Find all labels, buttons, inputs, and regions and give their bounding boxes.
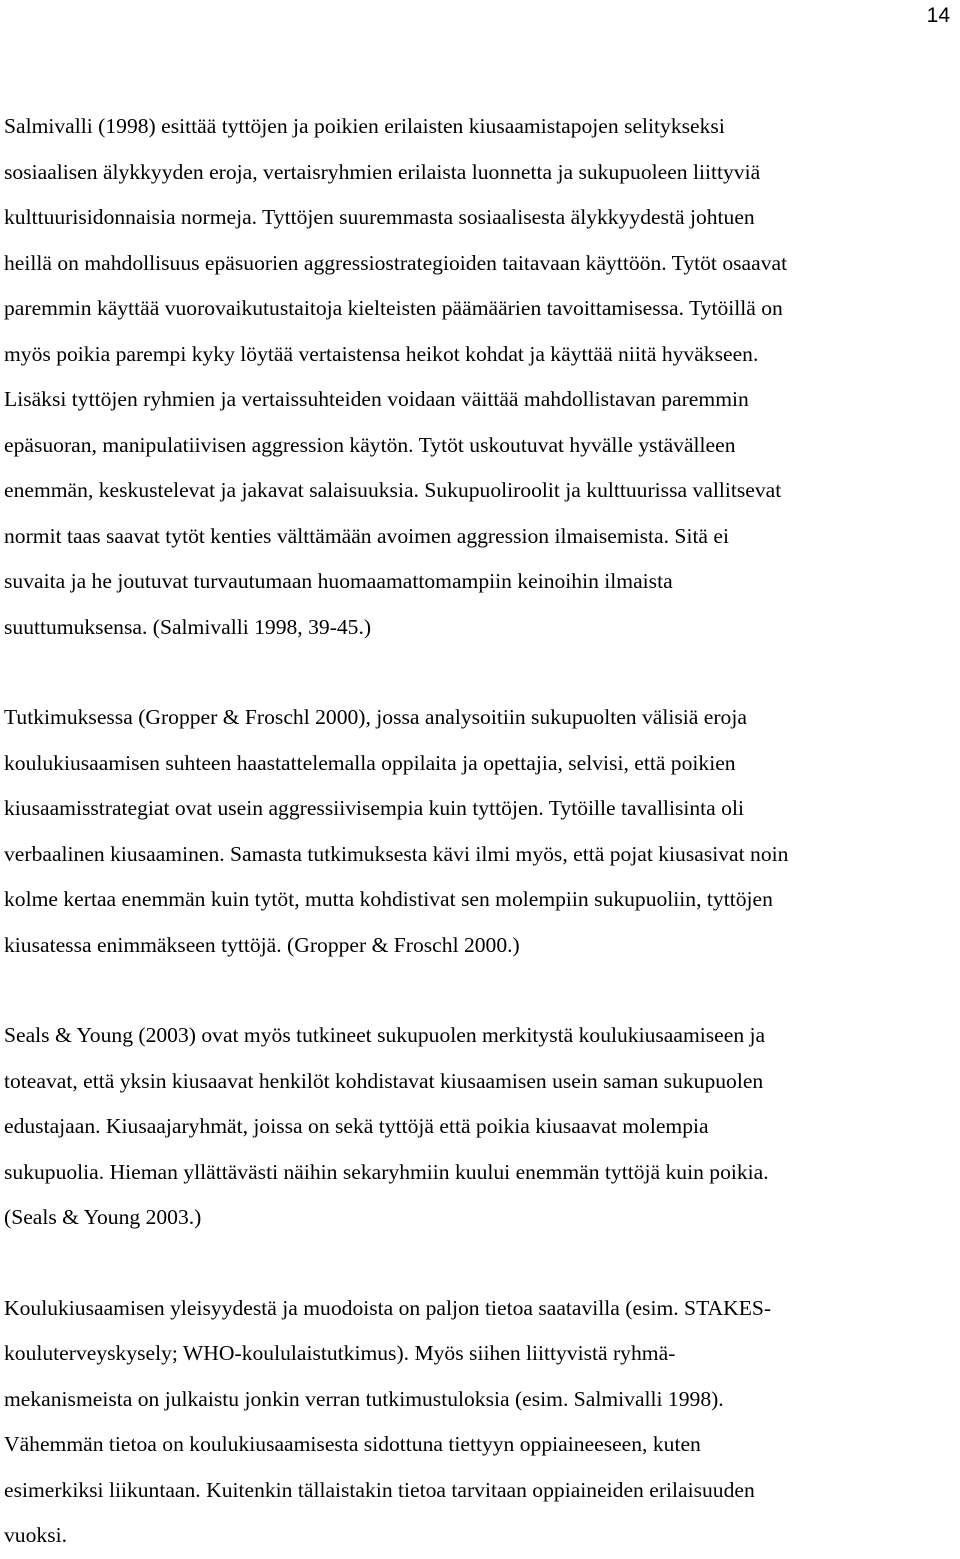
paragraph-salmivalli (4, 104, 954, 650)
text-line: enemmän, keskustelevat ja jakavat salaisuuksia. Sukupuoliroolit ja kulttuurissa vallitsevat (4, 478, 782, 502)
paragraph-gropper-froschl (4, 695, 954, 968)
text-line: Seals & Young (2003) ovat myös tutkineet sukupuolen merkitystä koulukiusaamiseen ja (4, 1023, 766, 1047)
text-line: kulttuurisidonnaisia normeja. Tyttöjen suuremmasta sosiaalisesta älykkyydestä johtuen (4, 205, 755, 229)
text-line: Lisäksi tyttöjen ryhmien ja vertaissuhteiden voidaan väittää mahdollistavan paremmin (4, 387, 749, 411)
text-line: kiusaamisstrategiat ovat usein aggressiivisempia kuin tyttöjen. Tytöille tavallisinta oli (4, 796, 744, 820)
document-body (4, 104, 954, 1559)
text-line: myös poikia parempi kyky löytää vertaistensa heikot kohdat ja käyttää niitä hyväkseen. (4, 341, 759, 366)
text-line: Koulukiusaamisen yleisyydestä ja muodoista on paljon tietoa saatavilla (esim. STAKES- (4, 1295, 772, 1320)
text-line: epäsuoran, manipulatiivisen aggression käytön. Tytöt uskoutuvat hyvälle ystävälleen (4, 432, 736, 457)
text-line: kolme kertaa enemmän kuin tytöt, mutta kohdistivat sen molempiin sukupuoliin, tyttöjen (4, 887, 773, 911)
text-line: vuoksi. (4, 1523, 67, 1547)
text-line: sosiaalisen älykkyyden eroja, vertaisryhmien erilaista luonnetta ja sukupuoleen liittyviä (4, 159, 761, 184)
text-line: heillä on mahdollisuus epäsuorien aggressiostrategioiden taitavaan käyttöön. Tytöt osaavat (4, 250, 788, 275)
text-line: koulukiusaamisen suhteen haastattelemalla oppilaita ja opettajia, selvisi, että poikien (4, 750, 736, 775)
page-number: 14 (926, 4, 950, 27)
text-line: paremmin käyttää vuorovaikutustaitoja kielteisten päämäärien tavoittamisessa. Tytöillä on (4, 296, 783, 320)
text-line: esimerkiksi liikuntaan. Kuitenkin tällaistakin tietoa tarvitaan oppiaineiden erilaisuuden (4, 1477, 755, 1502)
text-line: kouluterveyskysely; WHO-koululaistutkimus). Myös siihen liittyvistä ryhmä- (4, 1341, 676, 1365)
paragraph-koulukiusaamisen-yleisyys (4, 1286, 954, 1559)
text-line: mekanismeista on julkaistu jonkin verran tutkimustuloksia (esim. Salmivalli 1998). (4, 1386, 724, 1411)
text-line: toteavat, että yksin kiusaavat henkilöt kohdistavat kiusaamisen usein saman sukupuolen (4, 1068, 764, 1093)
text-line: normit taas saavat tytöt kenties välttämään avoimen aggression ilmaisemista. Sitä ei (4, 523, 730, 548)
text-line: Salmivalli (1998) esittää tyttöjen ja poikien erilaisten kiusaamistapojen selitykseksi (4, 114, 725, 138)
text-line: verbaalinen kiusaaminen. Samasta tutkimuksesta kävi ilmi myös, että pojat kiusasivat noin (4, 841, 789, 866)
text-line: sukupuolia. Hieman yllättävästi näihin sekaryhmiin kuului enemmän tyttöjä kuin poikia. (4, 1159, 769, 1184)
paragraph-seals-young (4, 1013, 954, 1241)
text-line: suvaita ja he joutuvat turvautumaan huomaamattomampiin keinoihin ilmaista (4, 569, 673, 593)
text-line: Vähemmän tietoa on koulukiusaamisesta sidottuna tiettyyn oppiaineeseen, kuten (4, 1432, 701, 1456)
text-line: edustajaan. Kiusaajaryhmät, joissa on sekä tyttöjä että poikia kiusaavat molempia (4, 1114, 709, 1138)
text-line: kiusatessa enimmäkseen tyttöjä. (Gropper & Froschl 2000.) (4, 932, 520, 957)
text-line: (Seals & Young 2003.) (4, 1205, 202, 1229)
text-line: suuttumuksensa. (Salmivalli 1998, 39-45.) (4, 614, 372, 639)
text-line: Tutkimuksessa (Gropper & Froschl 2000), jossa analysoitiin sukupuolten välisiä eroja (4, 705, 747, 729)
